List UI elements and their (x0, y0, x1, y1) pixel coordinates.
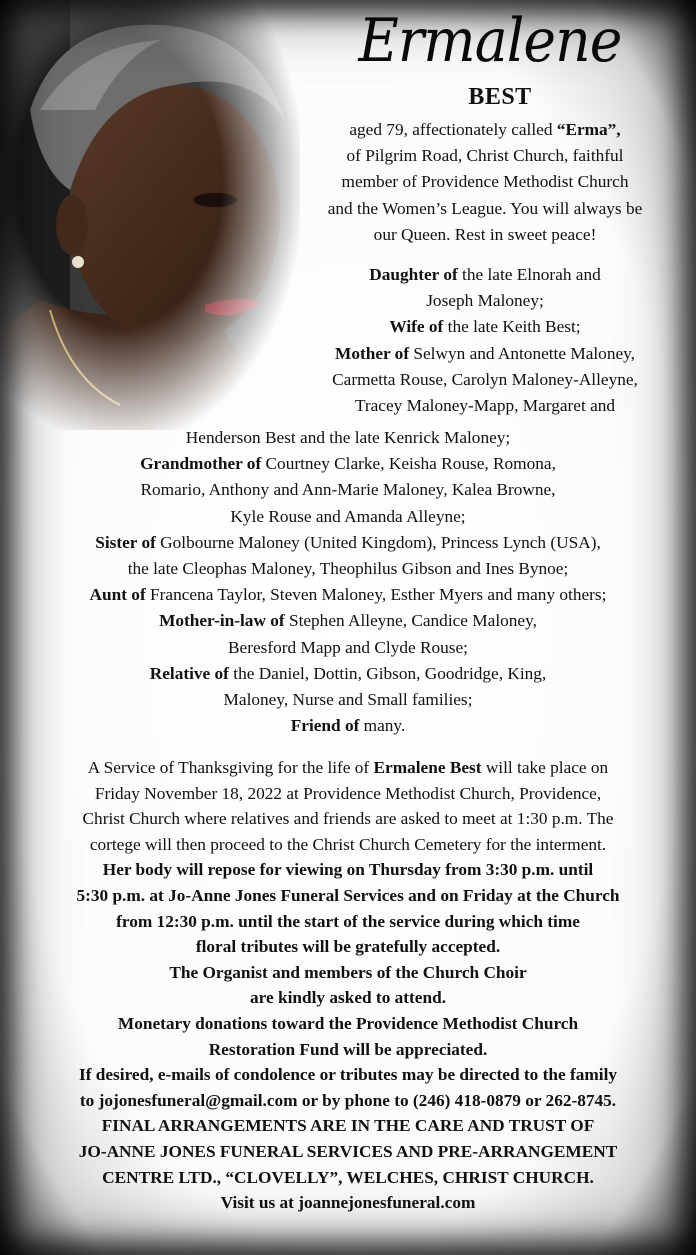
text-segment: the late Keith Best; (443, 317, 581, 337)
text-line (300, 117, 670, 143)
text-line (0, 608, 696, 634)
text-line (0, 1062, 696, 1088)
bold-text: JO-ANNE JONES FUNERAL SERVICES AND PRE-ARRANGEMENT (78, 1141, 618, 1161)
text-line (0, 713, 696, 739)
bold-text: “Erma”, (556, 120, 621, 139)
text-line (0, 1037, 696, 1063)
text-segment: Golbourne Maloney (United Kingdom), Princess Lynch (USA), (155, 532, 601, 552)
bold-text: FINAL ARRANGEMENTS ARE IN THE CARE AND TRUST OF (101, 1116, 595, 1136)
bold-text: Her body will repose for viewing on Thursday from 3:30 p.m. until (102, 860, 594, 880)
text-line (0, 687, 696, 713)
text-segment: the late Cleophas Maloney, Theophilus Gibson and Ines Bynoe; (127, 559, 569, 579)
text-line (0, 1190, 696, 1216)
bold-text: Friend of (290, 716, 360, 736)
text-line (300, 143, 670, 169)
bold-text: Mother-in-law of (159, 611, 285, 631)
text-segment: many. (359, 716, 406, 736)
text-segment: Henderson Best and the late Kenrick Maloney; (185, 428, 511, 447)
text-segment: Christ Church where relatives and friends are asked to meet at 1:30 p.m. The (82, 809, 614, 829)
portrait-photo (0, 0, 300, 430)
text-line (0, 582, 696, 608)
text-line (0, 755, 696, 781)
text-segment: aged 79, affectionately called (349, 120, 557, 139)
bold-text: Visit us at joannejonesfuneral.com (220, 1193, 476, 1213)
text-segment: Joseph Maloney; (426, 291, 544, 311)
text-line (0, 934, 696, 960)
bold-text: to jojonesfuneral@gmail.com or by phone to (246) 418-0879 or 262-8745. (79, 1090, 617, 1110)
bold-text: Aunt of (89, 585, 146, 605)
text-segment: will take place on (481, 758, 609, 777)
text-line (300, 341, 670, 367)
text-segment: the late Elnorah and (457, 265, 601, 284)
text-segment: and the Women’s League. You will always be (327, 198, 643, 218)
obituary-last-name: BEST (468, 84, 532, 110)
bold-text: from 12:30 p.m. until the start of the service during which time (116, 911, 580, 931)
text-line (300, 314, 670, 340)
text-line (0, 530, 696, 556)
relations-list (0, 425, 696, 739)
text-line (300, 196, 670, 222)
text-segment: Francena Taylor, Steven Maloney, Esther Myers and many others; (145, 585, 607, 605)
text-segment: our Queen. Rest in sweet peace! (373, 224, 597, 244)
text-line (300, 169, 670, 195)
text-line (0, 1011, 696, 1037)
text-line (0, 883, 696, 909)
text-segment: Stephen Alleyne, Candice Maloney, (284, 611, 537, 631)
bold-text: Ermalene Best (373, 758, 482, 777)
text-segment: Romario, Anthony and Ann-Marie Maloney, Kalea Browne, (140, 480, 556, 500)
text-line (0, 781, 696, 807)
text-line (0, 556, 696, 582)
bold-text: If desired, e-mails of condolence or tributes may be directed to the family (78, 1065, 618, 1085)
text-segment: Beresford Mapp and Clyde Rouse; (228, 637, 468, 657)
bold-text: Grandmother of (140, 454, 262, 474)
text-segment: Tracey Maloney-Mapp, Margaret and (354, 396, 616, 416)
text-line (0, 909, 696, 935)
text-line (0, 960, 696, 986)
text-line (300, 367, 670, 393)
text-line (0, 477, 696, 503)
bold-text: Wife of (389, 317, 444, 337)
bold-text: are kindly asked to attend. (249, 988, 447, 1008)
text-line (0, 1165, 696, 1191)
text-segment: member of Providence Methodist Church (341, 172, 629, 192)
bold-text: The Organist and members of the Church Choir (169, 962, 527, 982)
text-segment: Kyle Rouse and Amanda Alleyne; (230, 506, 466, 526)
bold-text: Mother of (335, 343, 410, 363)
text-line (0, 1113, 696, 1139)
text-line (0, 504, 696, 530)
text-line (0, 661, 696, 687)
text-line (300, 222, 670, 248)
text-segment: Selwyn and Antonette Maloney, (409, 343, 635, 363)
bold-text: Restoration Fund will be appreciated. (208, 1039, 488, 1059)
service-details (0, 755, 696, 1216)
relations-list-upper (300, 262, 670, 419)
text-line (0, 1139, 696, 1165)
text-line (300, 288, 670, 314)
text-segment: of Pilgrim Road, Christ Church, faithful (346, 146, 624, 166)
bold-text: Relative of (149, 663, 229, 683)
bold-text: Sister of (95, 532, 156, 552)
text-segment: Friday November 18, 2022 at Providence Methodist Church, Providence, (94, 783, 602, 803)
text-line (300, 393, 670, 419)
intro-paragraph (300, 117, 670, 248)
text-segment: Carmetta Rouse, Carolyn Maloney-Alleyne, (332, 369, 638, 389)
bold-text: 5:30 p.m. at Jo-Anne Jones Funeral Services and on Friday at the Church (76, 885, 620, 905)
text-segment: cortege will then proceed to the Christ Church Cemetery for the interment. (89, 834, 607, 854)
text-line (0, 832, 696, 858)
text-line (0, 1088, 696, 1114)
text-segment: the Daniel, Dottin, Gibson, Goodridge, King, (228, 663, 547, 683)
text-line (0, 425, 696, 451)
bold-text: Daughter of (369, 265, 458, 284)
bold-text: Monetary donations toward the Providence Methodist Church (117, 1013, 579, 1033)
text-line (0, 857, 696, 883)
text-line (300, 262, 670, 288)
text-line (0, 635, 696, 661)
text-segment: A Service of Thanksgiving for the life of (87, 758, 374, 777)
obituary-first-name: Ermalene (358, 6, 622, 76)
text-line (0, 451, 696, 477)
text-segment: Courtney Clarke, Keisha Rouse, Romona, (261, 454, 556, 474)
text-line (0, 985, 696, 1011)
text-segment: Maloney, Nurse and Small families; (223, 690, 473, 710)
bold-text: floral tributes will be gratefully accepted. (195, 937, 501, 957)
text-line (0, 806, 696, 832)
bold-text: CENTRE LTD., “CLOVELLY”, WELCHES, CHRIST CHURCH. (102, 1167, 594, 1187)
